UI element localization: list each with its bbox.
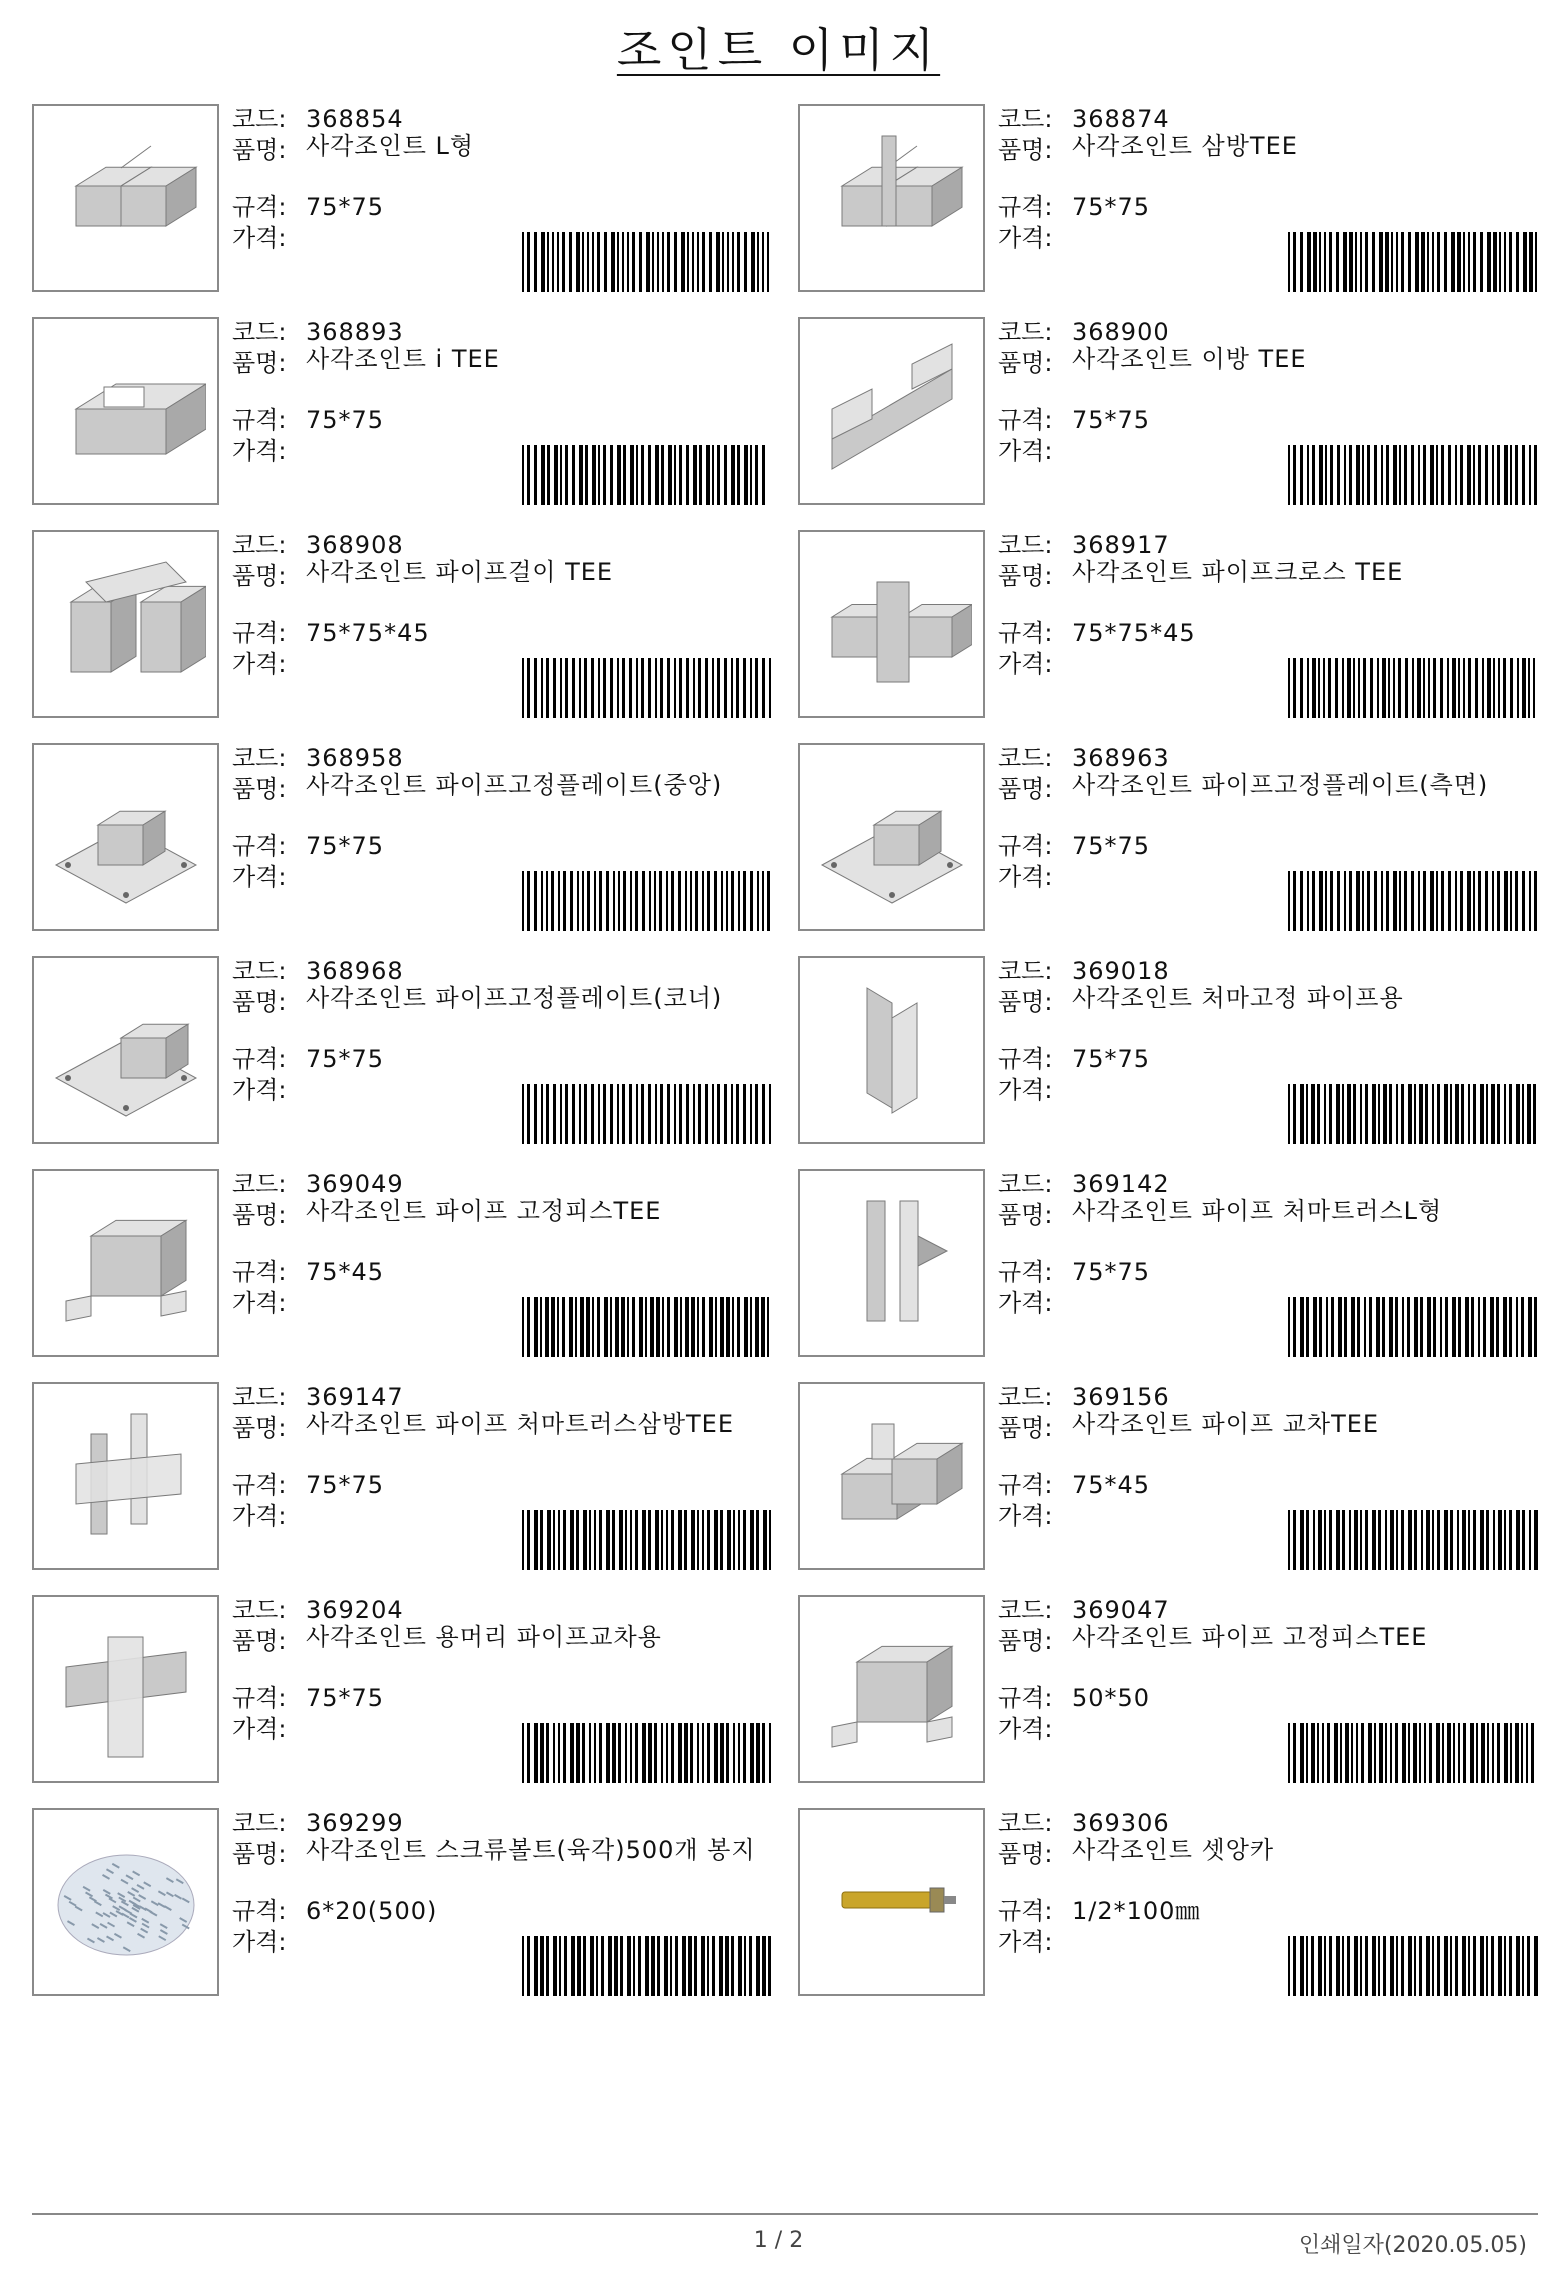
code-label: 코드: xyxy=(998,318,1053,346)
code-value: 369306 xyxy=(1072,1809,1170,1837)
price-label: 가격: xyxy=(998,1715,1053,1743)
code-value: 368917 xyxy=(1072,531,1170,559)
name-row xyxy=(232,984,772,1018)
name-label: 품명: xyxy=(232,1840,287,1868)
spec-row xyxy=(998,1896,1538,1927)
product-image xyxy=(798,1382,985,1570)
product-image xyxy=(798,743,985,931)
spec-value: 75*45 xyxy=(306,1258,385,1286)
price-label: 가격: xyxy=(232,1502,287,1530)
spec-label: 규격: xyxy=(998,1258,1053,1286)
product-image xyxy=(798,104,985,292)
name-row xyxy=(232,345,772,379)
code-row xyxy=(232,743,772,774)
spec-row xyxy=(232,1683,772,1714)
spec-value: 6*20(500) xyxy=(306,1897,438,1925)
name-value: 사각조인트 파이프크로스 TEE xyxy=(1072,558,1404,586)
name-label: 품명: xyxy=(232,1414,287,1442)
barcode xyxy=(1288,658,1538,718)
product-image xyxy=(32,956,219,1144)
spec-label: 규격: xyxy=(998,1471,1053,1499)
code-label: 코드: xyxy=(232,957,287,985)
price-label: 가격: xyxy=(998,1289,1053,1317)
code-value: 369147 xyxy=(306,1383,404,1411)
code-label: 코드: xyxy=(232,1383,287,1411)
code-value: 369299 xyxy=(306,1809,404,1837)
code-label: 코드: xyxy=(998,1596,1053,1624)
product-image xyxy=(32,1808,219,1996)
spec-row xyxy=(998,405,1538,436)
name-value: 사각조인트 파이프고정플레이트(측면) xyxy=(1072,771,1489,799)
price-label: 가격: xyxy=(998,1076,1053,1104)
ridge-cross-icon xyxy=(46,1607,206,1771)
spec-value: 75*75 xyxy=(306,406,385,434)
name-row xyxy=(232,558,772,592)
code-row xyxy=(232,1169,772,1200)
spec-value: 75*75 xyxy=(1072,406,1151,434)
product-image xyxy=(32,317,219,505)
code-value: 368963 xyxy=(1072,744,1170,772)
name-row xyxy=(232,1197,772,1231)
barcode xyxy=(1288,871,1538,931)
price-label: 가격: xyxy=(232,437,287,465)
spec-row xyxy=(232,1257,772,1288)
product-card xyxy=(32,104,772,296)
barcode xyxy=(1288,1510,1538,1570)
page-title: 조인트 이미지 xyxy=(616,23,941,77)
product-image xyxy=(798,317,985,505)
name-row xyxy=(998,1197,1538,1231)
code-row xyxy=(998,317,1538,348)
l-joint-icon xyxy=(46,116,206,280)
name-label: 품명: xyxy=(998,136,1053,164)
name-label: 품명: xyxy=(998,1840,1053,1868)
spec-row xyxy=(998,618,1538,649)
name-row xyxy=(232,132,772,166)
product-card xyxy=(32,1382,772,1574)
spec-label: 규격: xyxy=(232,1045,287,1073)
name-row xyxy=(232,1623,772,1657)
name-row xyxy=(232,1836,772,1870)
plate-corner-icon xyxy=(46,968,206,1132)
barcode xyxy=(522,658,772,718)
code-label: 코드: xyxy=(998,1170,1053,1198)
code-label: 코드: xyxy=(232,318,287,346)
name-value: 사각조인트 파이프걸이 TEE xyxy=(306,558,614,586)
barcode xyxy=(522,232,772,292)
product-image xyxy=(32,104,219,292)
code-label: 코드: xyxy=(232,1809,287,1837)
spec-row xyxy=(998,1044,1538,1075)
spec-value: 75*75 xyxy=(1072,1258,1151,1286)
code-label: 코드: xyxy=(998,105,1053,133)
name-row xyxy=(232,1410,772,1444)
code-value: 369018 xyxy=(1072,957,1170,985)
spec-row xyxy=(232,831,772,862)
spec-row xyxy=(998,1683,1538,1714)
price-label: 가격: xyxy=(232,1928,287,1956)
code-value: 368854 xyxy=(306,105,404,133)
spec-label: 규격: xyxy=(232,1897,287,1925)
product-card xyxy=(32,1808,772,2000)
code-row xyxy=(998,1169,1538,1200)
product-image xyxy=(798,1169,985,1357)
name-value: 사각조인트 이방 TEE xyxy=(1072,345,1307,373)
cross-tee-icon xyxy=(812,1394,972,1558)
eave-bracket-icon xyxy=(812,968,972,1132)
name-label: 품명: xyxy=(232,136,287,164)
product-image xyxy=(32,1169,219,1357)
pipe-hanger-icon xyxy=(46,542,206,706)
barcode xyxy=(522,1297,772,1357)
price-label: 가격: xyxy=(232,650,287,678)
spec-value: 75*75 xyxy=(1072,193,1151,221)
product-card xyxy=(798,1595,1538,1787)
code-value: 368874 xyxy=(1072,105,1170,133)
spec-row xyxy=(998,1257,1538,1288)
code-row xyxy=(998,956,1538,987)
anchor-bolt-icon xyxy=(812,1820,972,1984)
spec-label: 규격: xyxy=(998,832,1053,860)
spec-value: 75*75 xyxy=(306,1045,385,1073)
spec-label: 규격: xyxy=(232,1258,287,1286)
product-card xyxy=(32,1595,772,1787)
name-label: 품명: xyxy=(232,1627,287,1655)
name-label: 품명: xyxy=(998,1414,1053,1442)
product-card xyxy=(798,1808,1538,2000)
name-label: 품명: xyxy=(232,1201,287,1229)
code-value: 368893 xyxy=(306,318,404,346)
code-label: 코드: xyxy=(998,531,1053,559)
price-label: 가격: xyxy=(998,650,1053,678)
barcode xyxy=(1288,445,1538,505)
name-label: 품명: xyxy=(998,349,1053,377)
spec-value: 75*75 xyxy=(306,832,385,860)
plate-side-icon xyxy=(812,755,972,919)
barcode xyxy=(1288,1297,1538,1357)
spec-row xyxy=(998,831,1538,862)
code-label: 코드: xyxy=(998,1383,1053,1411)
code-row xyxy=(998,104,1538,135)
code-value: 368968 xyxy=(306,957,404,985)
spec-row xyxy=(232,405,772,436)
price-label: 가격: xyxy=(998,863,1053,891)
code-value: 368908 xyxy=(306,531,404,559)
name-value: 사각조인트 파이프 처마트러스삼방TEE xyxy=(306,1410,735,1438)
name-row xyxy=(998,1836,1538,1870)
product-image xyxy=(798,1595,985,1783)
name-row xyxy=(998,1623,1538,1657)
spec-value: 75*75*45 xyxy=(306,619,430,647)
spec-row xyxy=(998,192,1538,223)
product-image xyxy=(32,743,219,931)
code-row xyxy=(232,317,772,348)
name-row xyxy=(998,771,1538,805)
truss-l-icon xyxy=(812,1181,972,1345)
print-date: 인쇄일자(2020.05.05) xyxy=(1298,2233,1527,2258)
code-value: 368900 xyxy=(1072,318,1170,346)
product-image xyxy=(798,1808,985,1996)
code-label: 코드: xyxy=(232,1170,287,1198)
code-label: 코드: xyxy=(232,105,287,133)
screw-bag-icon xyxy=(46,1820,206,1984)
code-label: 코드: xyxy=(232,1596,287,1624)
product-image xyxy=(798,530,985,718)
price-label: 가격: xyxy=(232,1076,287,1104)
spec-row xyxy=(232,1470,772,1501)
two-way-tee-icon xyxy=(812,329,972,493)
i-tee-icon xyxy=(46,329,206,493)
code-row xyxy=(232,104,772,135)
product-card xyxy=(798,1382,1538,1574)
spec-label: 규격: xyxy=(232,193,287,221)
spec-label: 규격: xyxy=(998,1684,1053,1712)
price-label: 가격: xyxy=(232,224,287,252)
spec-row xyxy=(998,1470,1538,1501)
spec-label: 규격: xyxy=(232,406,287,434)
name-value: 사각조인트 용머리 파이프교차용 xyxy=(306,1623,662,1651)
product-card xyxy=(798,317,1538,509)
name-value: 사각조인트 파이프 교차TEE xyxy=(1072,1410,1380,1438)
name-value: 사각조인트 스크류볼트(육각)500개 봉지 xyxy=(306,1836,756,1864)
name-label: 품명: xyxy=(998,1201,1053,1229)
code-row xyxy=(998,530,1538,561)
spec-value: 75*75 xyxy=(306,1471,385,1499)
name-row xyxy=(232,771,772,805)
pipe-cross-icon xyxy=(812,542,972,706)
product-card xyxy=(798,956,1538,1148)
code-value: 369049 xyxy=(306,1170,404,1198)
product-image xyxy=(32,1595,219,1783)
spec-label: 규격: xyxy=(232,1684,287,1712)
name-row xyxy=(998,345,1538,379)
code-label: 코드: xyxy=(998,1809,1053,1837)
spec-row xyxy=(232,618,772,649)
product-card xyxy=(798,530,1538,722)
barcode xyxy=(522,1084,772,1144)
spec-row xyxy=(232,1896,772,1927)
name-value: 사각조인트 파이프 처마트러스L형 xyxy=(1072,1197,1443,1225)
name-row xyxy=(998,558,1538,592)
spec-value: 1/2*100㎜ xyxy=(1072,1897,1201,1925)
spec-row xyxy=(232,1044,772,1075)
name-label: 품명: xyxy=(998,562,1053,590)
product-card xyxy=(32,1169,772,1361)
page-number: 1 / 2 xyxy=(753,2228,804,2253)
code-row xyxy=(998,743,1538,774)
price-label: 가격: xyxy=(232,1715,287,1743)
spec-label: 규격: xyxy=(998,193,1053,221)
price-label: 가격: xyxy=(998,437,1053,465)
spec-value: 50*50 xyxy=(1072,1684,1151,1712)
product-card xyxy=(798,104,1538,296)
spec-label: 규격: xyxy=(998,619,1053,647)
code-row xyxy=(998,1595,1538,1626)
name-value: 사각조인트 L형 xyxy=(306,132,475,160)
fixing-piece-small-icon xyxy=(812,1607,972,1771)
product-card xyxy=(798,743,1538,935)
product-card xyxy=(32,530,772,722)
barcode xyxy=(522,871,772,931)
product-card xyxy=(798,1169,1538,1361)
truss-three-way-icon xyxy=(46,1394,206,1558)
code-label: 코드: xyxy=(998,744,1053,772)
code-label: 코드: xyxy=(232,531,287,559)
name-value: 사각조인트 파이프고정플레이트(코너) xyxy=(306,984,723,1012)
name-row xyxy=(998,1410,1538,1444)
name-label: 품명: xyxy=(998,988,1053,1016)
code-label: 코드: xyxy=(998,957,1053,985)
code-value: 369204 xyxy=(306,1596,404,1624)
barcode xyxy=(1288,1084,1538,1144)
price-label: 가격: xyxy=(998,1928,1053,1956)
code-label: 코드: xyxy=(232,744,287,772)
name-value: 사각조인트 파이프 고정피스TEE xyxy=(1072,1623,1428,1651)
name-row xyxy=(998,984,1538,1018)
barcode xyxy=(522,1936,772,1996)
name-value: 사각조인트 삼방TEE xyxy=(1072,132,1298,160)
name-label: 품명: xyxy=(232,775,287,803)
spec-label: 규격: xyxy=(232,832,287,860)
name-value: 사각조인트 i TEE xyxy=(306,345,500,373)
barcode xyxy=(1288,1936,1538,1996)
spec-label: 규격: xyxy=(232,619,287,647)
code-value: 369047 xyxy=(1072,1596,1170,1624)
plate-center-icon xyxy=(46,755,206,919)
name-value: 사각조인트 파이프 고정피스TEE xyxy=(306,1197,662,1225)
spec-label: 규격: xyxy=(998,1045,1053,1073)
barcode xyxy=(522,1510,772,1570)
code-row xyxy=(232,1808,772,1839)
spec-value: 75*75 xyxy=(306,1684,385,1712)
product-image xyxy=(32,1382,219,1570)
spec-value: 75*75 xyxy=(306,193,385,221)
code-row xyxy=(232,1382,772,1413)
name-label: 품명: xyxy=(232,988,287,1016)
code-row xyxy=(998,1382,1538,1413)
name-label: 품명: xyxy=(232,562,287,590)
price-label: 가격: xyxy=(998,224,1053,252)
spec-value: 75*75 xyxy=(1072,832,1151,860)
barcode xyxy=(1288,232,1538,292)
code-value: 369142 xyxy=(1072,1170,1170,1198)
product-image xyxy=(798,956,985,1144)
name-value: 사각조인트 파이프고정플레이트(중앙) xyxy=(306,771,723,799)
price-label: 가격: xyxy=(998,1502,1053,1530)
code-row xyxy=(232,1595,772,1626)
barcode xyxy=(1288,1723,1538,1783)
spec-value: 75*75*45 xyxy=(1072,619,1196,647)
spec-label: 규격: xyxy=(998,406,1053,434)
product-card xyxy=(32,743,772,935)
name-row xyxy=(998,132,1538,166)
product-card xyxy=(32,956,772,1148)
spec-value: 75*45 xyxy=(1072,1471,1151,1499)
name-label: 품명: xyxy=(232,349,287,377)
spec-value: 75*75 xyxy=(1072,1045,1151,1073)
spec-label: 규격: xyxy=(232,1471,287,1499)
footer-divider xyxy=(32,2213,1538,2215)
code-row xyxy=(232,956,772,987)
barcode xyxy=(522,445,772,505)
product-image xyxy=(32,530,219,718)
price-label: 가격: xyxy=(232,1289,287,1317)
name-label: 품명: xyxy=(998,775,1053,803)
name-value: 사각조인트 셋앙카 xyxy=(1072,1836,1275,1864)
code-value: 369156 xyxy=(1072,1383,1170,1411)
spec-row xyxy=(232,192,772,223)
fixing-piece-icon xyxy=(46,1181,206,1345)
code-row xyxy=(232,530,772,561)
name-label: 품명: xyxy=(998,1627,1053,1655)
product-card xyxy=(32,317,772,509)
spec-label: 규격: xyxy=(998,1897,1053,1925)
code-value: 368958 xyxy=(306,744,404,772)
name-value: 사각조인트 처마고정 파이프용 xyxy=(1072,984,1404,1012)
barcode xyxy=(522,1723,772,1783)
price-label: 가격: xyxy=(232,863,287,891)
code-row xyxy=(998,1808,1538,1839)
tee-three-way-icon xyxy=(812,116,972,280)
